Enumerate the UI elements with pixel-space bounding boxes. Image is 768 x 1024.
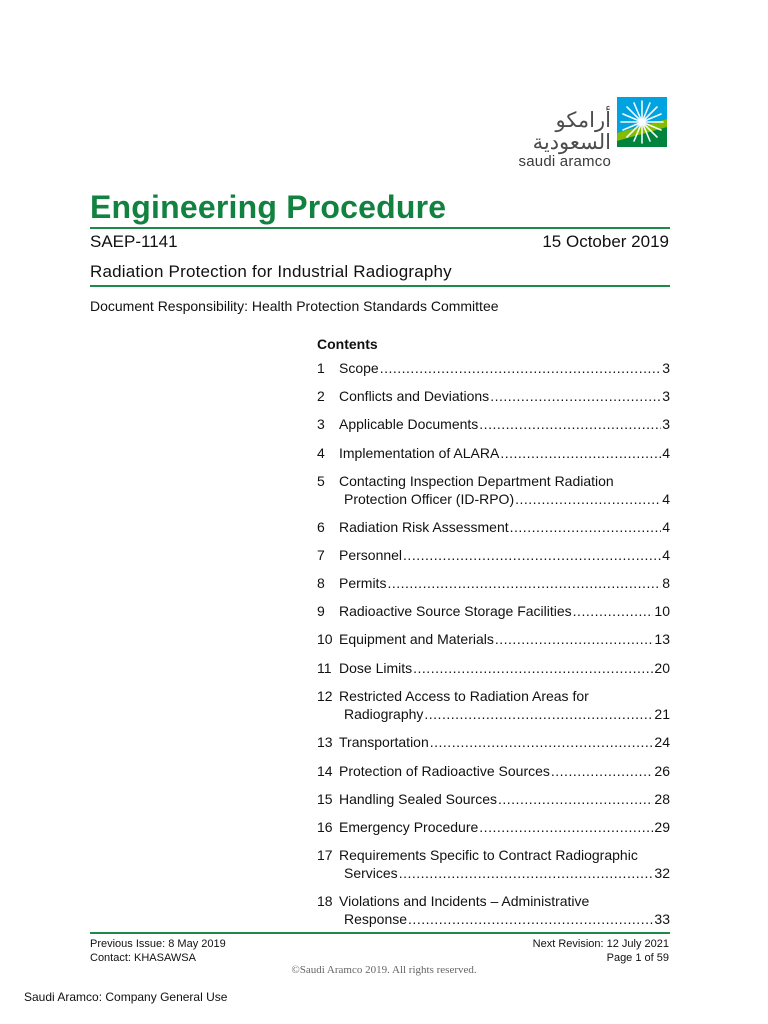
toc-entry-protection-sources[interactable]	[317, 762, 670, 780]
toc-entry-personnel[interactable]	[317, 546, 670, 564]
toc-title: Requirements Specific to Contract Radiographic	[339, 847, 638, 863]
toc-entry-conflicts[interactable]	[317, 387, 670, 405]
toc-leader	[551, 762, 654, 780]
toc-leader	[500, 444, 661, 462]
toc-number: 2	[317, 388, 325, 404]
title-divider	[90, 285, 670, 287]
footer-divider	[90, 932, 670, 934]
toc-page: 10	[654, 603, 670, 619]
toc-entry-risk-assessment[interactable]	[317, 518, 670, 536]
toc-number: 13	[317, 734, 333, 750]
aramco-star-logo-icon	[617, 97, 667, 147]
toc-entry-equipment[interactable]	[317, 630, 670, 648]
classification-label: Saudi Aramco: Company General Use	[24, 990, 228, 1004]
toc-entry-dose-limits[interactable]	[317, 659, 670, 677]
toc-title: Applicable Documents	[339, 416, 479, 432]
toc-page: 3	[662, 388, 670, 404]
toc-page: 4	[662, 519, 670, 535]
toc-title: Dose Limits	[339, 660, 413, 676]
toc-number: 8	[317, 575, 325, 591]
toc-title-continued: Response	[344, 911, 408, 927]
toc-leader	[413, 659, 653, 677]
toc-title-continued: Protection Officer (ID-RPO)	[344, 491, 515, 507]
toc-title: Contacting Inspection Department Radiation	[339, 473, 614, 489]
footer-left	[90, 937, 226, 965]
toc-entry-emergency[interactable]	[317, 818, 670, 836]
toc-title: Implementation of ALARA	[339, 445, 500, 461]
document-title: Radiation Protection for Industrial Radiography	[90, 262, 452, 281]
toc-number: 3	[317, 416, 325, 432]
toc-leader	[408, 910, 653, 928]
page-number: Page 1 of 59	[606, 952, 669, 964]
toc-leader	[479, 818, 653, 836]
toc-title: Restricted Access to Radiation Areas for	[339, 688, 589, 704]
company-logo-text	[487, 110, 611, 170]
logo-arabic-text: أرامكو السعودية	[532, 109, 611, 154]
toc-leader	[380, 359, 662, 377]
toc-page: 29	[654, 819, 670, 835]
toc-leader	[515, 490, 661, 508]
toc-page: 13	[654, 631, 670, 647]
toc-title: Transportation	[339, 734, 429, 750]
toc-leader	[399, 864, 654, 882]
toc-page: 24	[654, 734, 670, 750]
toc-title: Protection of Radioactive Sources	[339, 763, 550, 779]
toc-title: Emergency Procedure	[339, 819, 479, 835]
toc-page: 28	[654, 791, 670, 807]
toc-title: Violations and Incidents – Administrative	[339, 893, 590, 909]
toc-leader	[479, 415, 661, 433]
toc-page: 4	[662, 491, 670, 507]
document-type-title: Engineering Procedure	[90, 189, 447, 225]
toc-title: Equipment and Materials	[339, 631, 494, 647]
toc-leader	[424, 705, 653, 723]
document-responsibility: Document Responsibility: Health Protection Standards Committee	[90, 298, 499, 314]
copyright-notice: ©Saudi Aramco 2019. All rights reserved.	[291, 964, 477, 976]
toc-entry-alara[interactable]	[317, 444, 670, 462]
toc-leader	[510, 518, 662, 536]
toc-entry-violations[interactable]	[317, 892, 670, 928]
toc-title-continued: Services	[344, 865, 398, 881]
toc-number: 5	[317, 473, 325, 489]
toc-number: 16	[317, 819, 333, 835]
toc-page: 3	[662, 416, 670, 432]
toc-page: 26	[654, 763, 670, 779]
toc-entry-handling-sealed[interactable]	[317, 790, 670, 808]
footer-right	[533, 937, 669, 965]
toc-entry-storage-facilities[interactable]	[317, 602, 670, 620]
toc-page: 33	[654, 911, 670, 927]
toc-number: 18	[317, 893, 333, 909]
toc-title: Permits	[339, 575, 387, 591]
toc-page: 3	[662, 360, 670, 376]
toc-page: 20	[654, 660, 670, 676]
toc-number: 11	[317, 660, 332, 676]
toc-entry-contract-services[interactable]	[317, 846, 670, 882]
toc-entry-restricted-access[interactable]	[317, 687, 670, 723]
toc-entry-transportation[interactable]	[317, 733, 670, 751]
toc-title: Scope	[339, 360, 379, 376]
document-number: SAEP-1141	[90, 232, 178, 251]
header-divider	[90, 227, 670, 229]
toc-number: 17	[317, 847, 333, 863]
toc-title-continued: Radiography	[344, 706, 424, 722]
toc-number: 6	[317, 519, 325, 535]
toc-entry-scope[interactable]	[317, 359, 670, 377]
toc-page: 8	[662, 575, 670, 591]
document-date: 15 October 2019	[542, 232, 669, 251]
toc-entry-applicable-documents[interactable]	[317, 415, 670, 433]
toc-page: 21	[654, 706, 670, 722]
toc-number: 4	[317, 445, 325, 461]
toc-entry-permits[interactable]	[317, 574, 670, 592]
toc-page: 4	[662, 547, 670, 563]
previous-issue: Previous Issue: 8 May 2019	[90, 938, 226, 950]
toc-title: Personnel	[339, 547, 403, 563]
contact: Contact: KHASAWSA	[90, 952, 196, 964]
toc-number: 12	[317, 688, 333, 704]
toc-page: 4	[662, 445, 670, 461]
toc-page: 32	[654, 865, 670, 881]
toc-title: Radiation Risk Assessment	[339, 519, 509, 535]
toc-leader	[387, 574, 661, 592]
toc-leader	[498, 790, 653, 808]
toc-number: 15	[317, 791, 333, 807]
toc-number: 7	[317, 547, 325, 563]
toc-number: 10	[317, 631, 333, 647]
next-revision: Next Revision: 12 July 2021	[532, 938, 669, 950]
toc-title: Conflicts and Deviations	[339, 388, 490, 404]
toc-leader	[430, 733, 654, 751]
toc-leader	[490, 387, 661, 405]
toc-leader	[573, 602, 654, 620]
toc-number: 14	[317, 763, 333, 779]
toc-number: 1	[317, 360, 325, 376]
contents-heading: Contents	[317, 336, 378, 352]
toc-leader	[403, 546, 661, 564]
toc-title: Radioactive Source Storage Facilities	[339, 603, 572, 619]
toc-leader	[495, 630, 654, 648]
toc-title: Handling Sealed Sources	[339, 791, 497, 807]
toc-entry-id-rpo[interactable]	[317, 472, 670, 508]
toc-number: 9	[317, 603, 325, 619]
logo-latin-text: saudi aramco	[518, 153, 611, 170]
